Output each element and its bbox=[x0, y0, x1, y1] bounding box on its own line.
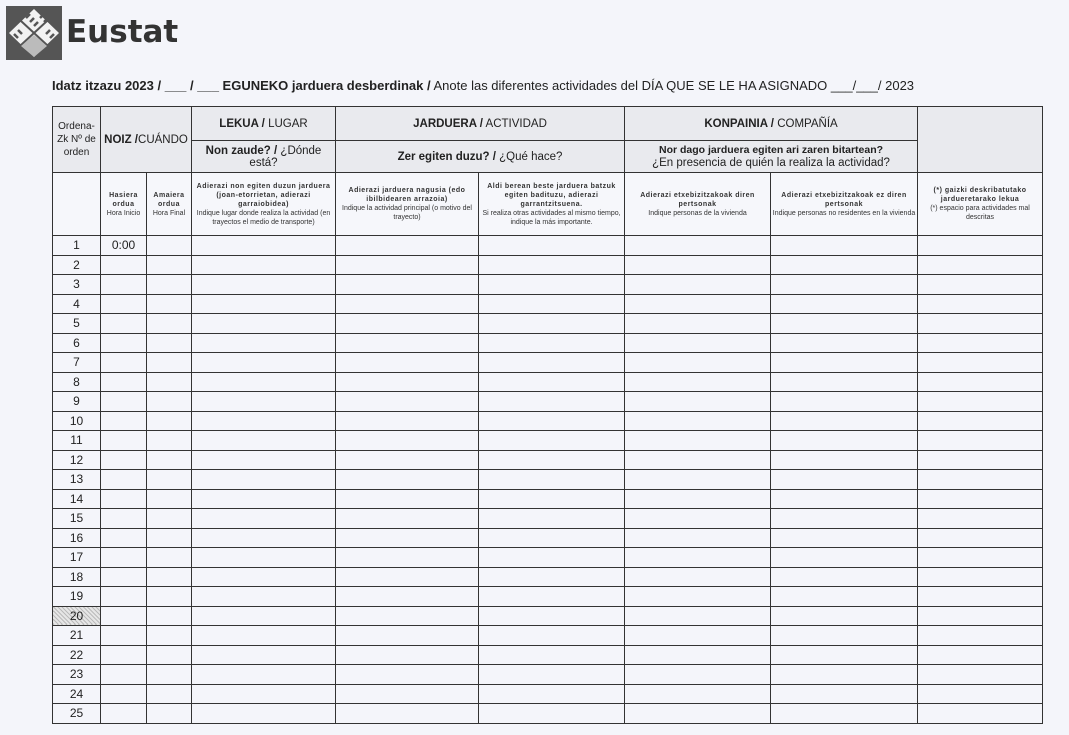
misc-cell[interactable] bbox=[918, 489, 1043, 509]
secondary-cell[interactable] bbox=[479, 587, 625, 607]
place-cell[interactable] bbox=[192, 314, 336, 334]
nonhousehold-cell[interactable] bbox=[771, 587, 918, 607]
nonhousehold-cell[interactable] bbox=[771, 275, 918, 295]
misc-subheader: (*) gaizki deskribatutako jardueretarako lekua (*) espacio para actividades mal descritas bbox=[918, 173, 1043, 236]
misc-cell[interactable] bbox=[918, 236, 1043, 256]
place-cell[interactable] bbox=[192, 431, 336, 451]
eustat-logo-icon bbox=[6, 6, 62, 60]
main-cell[interactable] bbox=[336, 470, 479, 490]
row-number: 1 bbox=[53, 236, 101, 256]
nonhousehold-cell[interactable] bbox=[771, 567, 918, 587]
place-cell[interactable] bbox=[192, 645, 336, 665]
household-cell[interactable] bbox=[625, 411, 771, 431]
household-cell[interactable] bbox=[625, 333, 771, 353]
misc-cell[interactable] bbox=[918, 255, 1043, 275]
household-cell[interactable] bbox=[625, 606, 771, 626]
end-time-subheader: Amaiera ordua Hora Final bbox=[147, 173, 192, 236]
row-number: 11 bbox=[53, 431, 101, 451]
row-number: 9 bbox=[53, 392, 101, 412]
activity-diary-table bbox=[52, 106, 1043, 724]
row-number: 7 bbox=[53, 353, 101, 373]
row-number: 4 bbox=[53, 294, 101, 314]
main-cell[interactable] bbox=[336, 431, 479, 451]
place-cell[interactable] bbox=[192, 626, 336, 646]
table-row bbox=[53, 392, 1043, 412]
place-cell[interactable] bbox=[192, 509, 336, 529]
secondary-cell[interactable] bbox=[479, 470, 625, 490]
secondary-cell[interactable] bbox=[479, 314, 625, 334]
end-cell[interactable] bbox=[147, 353, 192, 373]
start-time-subheader: Hasiera ordua Hora Inicio bbox=[101, 173, 147, 236]
row-number: 20 bbox=[53, 606, 101, 626]
row-number: 6 bbox=[53, 333, 101, 353]
start-cell[interactable]: 0:00 bbox=[101, 236, 147, 256]
end-cell[interactable] bbox=[147, 236, 192, 256]
place-cell[interactable] bbox=[192, 236, 336, 256]
nonhousehold-cell[interactable] bbox=[771, 411, 918, 431]
table-row bbox=[53, 450, 1043, 470]
household-cell[interactable] bbox=[625, 431, 771, 451]
household-cell[interactable] bbox=[625, 450, 771, 470]
secondary-cell[interactable] bbox=[479, 275, 625, 295]
end-cell[interactable] bbox=[147, 431, 192, 451]
place-cell[interactable] bbox=[192, 333, 336, 353]
place-cell[interactable] bbox=[192, 606, 336, 626]
nonhousehold-cell[interactable] bbox=[771, 548, 918, 568]
nonhousehold-cell[interactable] bbox=[771, 470, 918, 490]
start-cell[interactable] bbox=[101, 333, 147, 353]
row-number: 14 bbox=[53, 489, 101, 509]
table-row bbox=[53, 587, 1043, 607]
secondary-cell[interactable] bbox=[479, 392, 625, 412]
company-header: KONPAINIA / COMPAÑÍA bbox=[625, 107, 918, 141]
secondary-cell[interactable] bbox=[479, 548, 625, 568]
row-number: 10 bbox=[53, 411, 101, 431]
start-cell[interactable] bbox=[101, 587, 147, 607]
end-cell[interactable] bbox=[147, 587, 192, 607]
household-cell[interactable] bbox=[625, 567, 771, 587]
secondary-cell[interactable] bbox=[479, 294, 625, 314]
misc-cell[interactable] bbox=[918, 567, 1043, 587]
row-number: 2 bbox=[53, 255, 101, 275]
household-cell[interactable] bbox=[625, 528, 771, 548]
start-cell[interactable] bbox=[101, 509, 147, 529]
row-number: 3 bbox=[53, 275, 101, 295]
household-cell[interactable] bbox=[625, 392, 771, 412]
secondary-cell[interactable] bbox=[479, 567, 625, 587]
place-cell[interactable] bbox=[192, 450, 336, 470]
table-row bbox=[53, 567, 1043, 587]
secondary-cell[interactable] bbox=[479, 450, 625, 470]
secondary-cell[interactable] bbox=[479, 528, 625, 548]
company-question: Nor dago jarduera egiten ari zaren bitartean? ¿En presencia de quién la realiza la actividad? bbox=[625, 141, 918, 173]
table-row bbox=[53, 255, 1043, 275]
start-cell[interactable] bbox=[101, 548, 147, 568]
activity-header: JARDUERA / ACTIVIDAD bbox=[336, 107, 625, 141]
place-cell[interactable] bbox=[192, 665, 336, 685]
place-cell[interactable] bbox=[192, 372, 336, 392]
nonhousehold-cell[interactable] bbox=[771, 314, 918, 334]
misc-cell[interactable] bbox=[918, 372, 1043, 392]
row-number: 17 bbox=[53, 548, 101, 568]
row-number: 24 bbox=[53, 684, 101, 704]
nonhousehold-cell[interactable] bbox=[771, 704, 918, 724]
blank-header bbox=[918, 107, 1043, 173]
nonhousehold-cell[interactable] bbox=[771, 528, 918, 548]
table-row bbox=[53, 470, 1043, 490]
nonhousehold-cell[interactable] bbox=[771, 489, 918, 509]
end-cell[interactable] bbox=[147, 606, 192, 626]
secondary-cell[interactable] bbox=[479, 645, 625, 665]
misc-cell[interactable] bbox=[918, 548, 1043, 568]
secondary-cell[interactable] bbox=[479, 236, 625, 256]
instruction-basque: Idatz itzazu 2023 / ___ / ___ EGUNEKO jarduera desberdinak / bbox=[52, 78, 431, 93]
secondary-cell[interactable] bbox=[479, 665, 625, 685]
nonhousehold-cell[interactable] bbox=[771, 509, 918, 529]
misc-cell[interactable] bbox=[918, 431, 1043, 451]
table-row bbox=[53, 431, 1043, 451]
table-row bbox=[53, 353, 1043, 373]
nonhousehold-cell[interactable] bbox=[771, 626, 918, 646]
misc-cell[interactable] bbox=[918, 528, 1043, 548]
misc-cell[interactable] bbox=[918, 509, 1043, 529]
place-cell[interactable] bbox=[192, 684, 336, 704]
misc-cell[interactable] bbox=[918, 684, 1043, 704]
household-subheader: Adierazi etxebizitzakoak diren pertsonak Indique personas de la vivienda bbox=[625, 173, 771, 236]
misc-cell[interactable] bbox=[918, 333, 1043, 353]
secondary-cell[interactable] bbox=[479, 509, 625, 529]
row-number: 25 bbox=[53, 704, 101, 724]
main-cell[interactable] bbox=[336, 411, 479, 431]
main-cell[interactable] bbox=[336, 450, 479, 470]
place-cell[interactable] bbox=[192, 548, 336, 568]
start-cell[interactable] bbox=[101, 294, 147, 314]
table-row bbox=[53, 236, 1043, 256]
main-cell[interactable] bbox=[336, 684, 479, 704]
main-cell[interactable] bbox=[336, 236, 479, 256]
start-cell[interactable] bbox=[101, 489, 147, 509]
place-cell[interactable] bbox=[192, 528, 336, 548]
when-header: NOIZ /CUÁNDO bbox=[101, 107, 192, 173]
nonhousehold-cell[interactable] bbox=[771, 684, 918, 704]
table-row bbox=[53, 294, 1043, 314]
main-cell[interactable] bbox=[336, 275, 479, 295]
row-number: 12 bbox=[53, 450, 101, 470]
household-cell[interactable] bbox=[625, 294, 771, 314]
start-cell[interactable] bbox=[101, 645, 147, 665]
household-cell[interactable] bbox=[625, 665, 771, 685]
start-cell[interactable] bbox=[101, 314, 147, 334]
nonhousehold-cell[interactable] bbox=[771, 392, 918, 412]
end-cell[interactable] bbox=[147, 333, 192, 353]
end-cell[interactable] bbox=[147, 294, 192, 314]
main-cell[interactable] bbox=[336, 548, 479, 568]
activity-question: Zer egiten duzu? / ¿Qué hace? bbox=[336, 141, 625, 173]
nonhousehold-cell[interactable] bbox=[771, 353, 918, 373]
household-cell[interactable] bbox=[625, 548, 771, 568]
row-number: 13 bbox=[53, 470, 101, 490]
secondary-cell[interactable] bbox=[479, 353, 625, 373]
table-row bbox=[53, 606, 1043, 626]
main-cell[interactable] bbox=[336, 567, 479, 587]
nonhousehold-cell[interactable] bbox=[771, 333, 918, 353]
row-number: 15 bbox=[53, 509, 101, 529]
start-cell[interactable] bbox=[101, 372, 147, 392]
instruction-spanish: Anote las diferentes actividades del DÍA QUE SE LE HA ASIGNADO ___/___/ 2023 bbox=[430, 78, 915, 93]
place-cell[interactable] bbox=[192, 470, 336, 490]
row-number: 16 bbox=[53, 528, 101, 548]
row-number: 23 bbox=[53, 665, 101, 685]
household-cell[interactable] bbox=[625, 470, 771, 490]
nonhousehold-cell[interactable] bbox=[771, 255, 918, 275]
main-cell[interactable] bbox=[336, 294, 479, 314]
misc-cell[interactable] bbox=[918, 645, 1043, 665]
household-cell[interactable] bbox=[625, 684, 771, 704]
misc-cell[interactable] bbox=[918, 587, 1043, 607]
end-cell[interactable] bbox=[147, 684, 192, 704]
misc-cell[interactable] bbox=[918, 606, 1043, 626]
end-cell[interactable] bbox=[147, 255, 192, 275]
misc-cell[interactable] bbox=[918, 411, 1043, 431]
main-cell[interactable] bbox=[336, 645, 479, 665]
table-row bbox=[53, 548, 1043, 568]
misc-cell[interactable] bbox=[918, 450, 1043, 470]
start-cell[interactable] bbox=[101, 470, 147, 490]
instruction-line bbox=[52, 78, 914, 93]
secondary-cell[interactable] bbox=[479, 684, 625, 704]
table-row bbox=[53, 684, 1043, 704]
start-cell[interactable] bbox=[101, 353, 147, 373]
place-cell[interactable] bbox=[192, 587, 336, 607]
start-cell[interactable] bbox=[101, 392, 147, 412]
table-row bbox=[53, 333, 1043, 353]
nonhousehold-cell[interactable] bbox=[771, 645, 918, 665]
misc-cell[interactable] bbox=[918, 665, 1043, 685]
start-cell[interactable] bbox=[101, 704, 147, 724]
secondary-cell[interactable] bbox=[479, 372, 625, 392]
misc-cell[interactable] bbox=[918, 353, 1043, 373]
secondary-cell[interactable] bbox=[479, 606, 625, 626]
place-cell[interactable] bbox=[192, 275, 336, 295]
main-cell[interactable] bbox=[336, 314, 479, 334]
nonhousehold-cell[interactable] bbox=[771, 431, 918, 451]
household-cell[interactable] bbox=[625, 236, 771, 256]
start-cell[interactable] bbox=[101, 528, 147, 548]
household-cell[interactable] bbox=[625, 275, 771, 295]
place-cell[interactable] bbox=[192, 353, 336, 373]
end-cell[interactable] bbox=[147, 411, 192, 431]
start-cell[interactable] bbox=[101, 626, 147, 646]
secondary-cell[interactable] bbox=[479, 489, 625, 509]
row-number: 18 bbox=[53, 567, 101, 587]
start-cell[interactable] bbox=[101, 450, 147, 470]
end-cell[interactable] bbox=[147, 509, 192, 529]
order-subheader bbox=[53, 173, 101, 236]
nonhousehold-cell[interactable] bbox=[771, 450, 918, 470]
table-row bbox=[53, 704, 1043, 724]
brand-name: Eustat bbox=[66, 14, 179, 50]
secondary-activity-subheader: Aldi berean beste jarduera batzuk egiten badituzu, adierazi garrantzitsuena. Si realiza otras actividades al mismo tiempo, indique la más importante. bbox=[479, 173, 625, 236]
start-cell[interactable] bbox=[101, 684, 147, 704]
place-cell[interactable] bbox=[192, 489, 336, 509]
misc-cell[interactable] bbox=[918, 275, 1043, 295]
place-cell[interactable] bbox=[192, 294, 336, 314]
table-row bbox=[53, 275, 1043, 295]
start-cell[interactable] bbox=[101, 275, 147, 295]
table-row bbox=[53, 528, 1043, 548]
end-cell[interactable] bbox=[147, 470, 192, 490]
secondary-cell[interactable] bbox=[479, 333, 625, 353]
non-household-subheader: Adierazi etxebizitzakoak ez diren pertsonak Indique personas no residentes en la vivienda bbox=[771, 173, 918, 236]
household-cell[interactable] bbox=[625, 645, 771, 665]
secondary-cell[interactable] bbox=[479, 704, 625, 724]
main-cell[interactable] bbox=[336, 704, 479, 724]
household-cell[interactable] bbox=[625, 489, 771, 509]
nonhousehold-cell[interactable] bbox=[771, 294, 918, 314]
order-header: Ordena-Zk Nº de orden bbox=[53, 107, 101, 173]
place-subheader: Adierazi non egiten duzun jarduera (joan-etorrietan, adierazi garraiobidea) Indique lugar donde realiza la actividad (en trayectos el medio de transporte) bbox=[192, 173, 336, 236]
secondary-cell[interactable] bbox=[479, 431, 625, 451]
misc-cell[interactable] bbox=[918, 470, 1043, 490]
table-row bbox=[53, 372, 1043, 392]
end-cell[interactable] bbox=[147, 275, 192, 295]
end-cell[interactable] bbox=[147, 626, 192, 646]
misc-cell[interactable] bbox=[918, 704, 1043, 724]
place-cell[interactable] bbox=[192, 704, 336, 724]
end-cell[interactable] bbox=[147, 645, 192, 665]
nonhousehold-cell[interactable] bbox=[771, 665, 918, 685]
table-row bbox=[53, 626, 1043, 646]
table-row bbox=[53, 314, 1043, 334]
main-cell[interactable] bbox=[336, 392, 479, 412]
place-cell[interactable] bbox=[192, 255, 336, 275]
table-row bbox=[53, 645, 1043, 665]
household-cell[interactable] bbox=[625, 704, 771, 724]
place-cell[interactable] bbox=[192, 411, 336, 431]
table-row bbox=[53, 411, 1043, 431]
end-cell[interactable] bbox=[147, 489, 192, 509]
place-question: Non zaude? / ¿Dónde está? bbox=[192, 141, 336, 173]
nonhousehold-cell[interactable] bbox=[771, 606, 918, 626]
household-cell[interactable] bbox=[625, 353, 771, 373]
main-cell[interactable] bbox=[336, 489, 479, 509]
main-cell[interactable] bbox=[336, 353, 479, 373]
start-cell[interactable] bbox=[101, 411, 147, 431]
start-cell[interactable] bbox=[101, 255, 147, 275]
main-cell[interactable] bbox=[336, 333, 479, 353]
household-cell[interactable] bbox=[625, 626, 771, 646]
end-cell[interactable] bbox=[147, 372, 192, 392]
main-cell[interactable] bbox=[336, 626, 479, 646]
household-cell[interactable] bbox=[625, 255, 771, 275]
nonhousehold-cell[interactable] bbox=[771, 372, 918, 392]
row-number: 22 bbox=[53, 645, 101, 665]
place-cell[interactable] bbox=[192, 392, 336, 412]
place-header: LEKUA / LUGAR bbox=[192, 107, 336, 141]
misc-cell[interactable] bbox=[918, 314, 1043, 334]
household-cell[interactable] bbox=[625, 509, 771, 529]
main-cell[interactable] bbox=[336, 528, 479, 548]
main-cell[interactable] bbox=[336, 606, 479, 626]
end-cell[interactable] bbox=[147, 665, 192, 685]
row-number: 5 bbox=[53, 314, 101, 334]
household-cell[interactable] bbox=[625, 587, 771, 607]
main-cell[interactable] bbox=[336, 255, 479, 275]
misc-cell[interactable] bbox=[918, 294, 1043, 314]
main-activity-subheader: Adierazi jarduera nagusia (edo ibilbidearen arrazoia) Indique la actividad principal (o motivo del trayecto) bbox=[336, 173, 479, 236]
end-cell[interactable] bbox=[147, 548, 192, 568]
end-cell[interactable] bbox=[147, 314, 192, 334]
main-cell[interactable] bbox=[336, 509, 479, 529]
household-cell[interactable] bbox=[625, 314, 771, 334]
place-cell[interactable] bbox=[192, 567, 336, 587]
end-cell[interactable] bbox=[147, 392, 192, 412]
table-row bbox=[53, 489, 1043, 509]
row-number: 19 bbox=[53, 587, 101, 607]
main-cell[interactable] bbox=[336, 665, 479, 685]
start-cell[interactable] bbox=[101, 431, 147, 451]
table-row bbox=[53, 509, 1043, 529]
main-cell[interactable] bbox=[336, 372, 479, 392]
nonhousehold-cell[interactable] bbox=[771, 236, 918, 256]
start-cell[interactable] bbox=[101, 567, 147, 587]
end-cell[interactable] bbox=[147, 450, 192, 470]
end-cell[interactable] bbox=[147, 704, 192, 724]
misc-cell[interactable] bbox=[918, 392, 1043, 412]
table-row bbox=[53, 665, 1043, 685]
start-cell[interactable] bbox=[101, 665, 147, 685]
secondary-cell[interactable] bbox=[479, 626, 625, 646]
end-cell[interactable] bbox=[147, 567, 192, 587]
household-cell[interactable] bbox=[625, 372, 771, 392]
row-number: 8 bbox=[53, 372, 101, 392]
secondary-cell[interactable] bbox=[479, 255, 625, 275]
start-cell[interactable] bbox=[101, 606, 147, 626]
misc-cell[interactable] bbox=[918, 626, 1043, 646]
row-number: 21 bbox=[53, 626, 101, 646]
main-cell[interactable] bbox=[336, 587, 479, 607]
secondary-cell[interactable] bbox=[479, 411, 625, 431]
end-cell[interactable] bbox=[147, 528, 192, 548]
